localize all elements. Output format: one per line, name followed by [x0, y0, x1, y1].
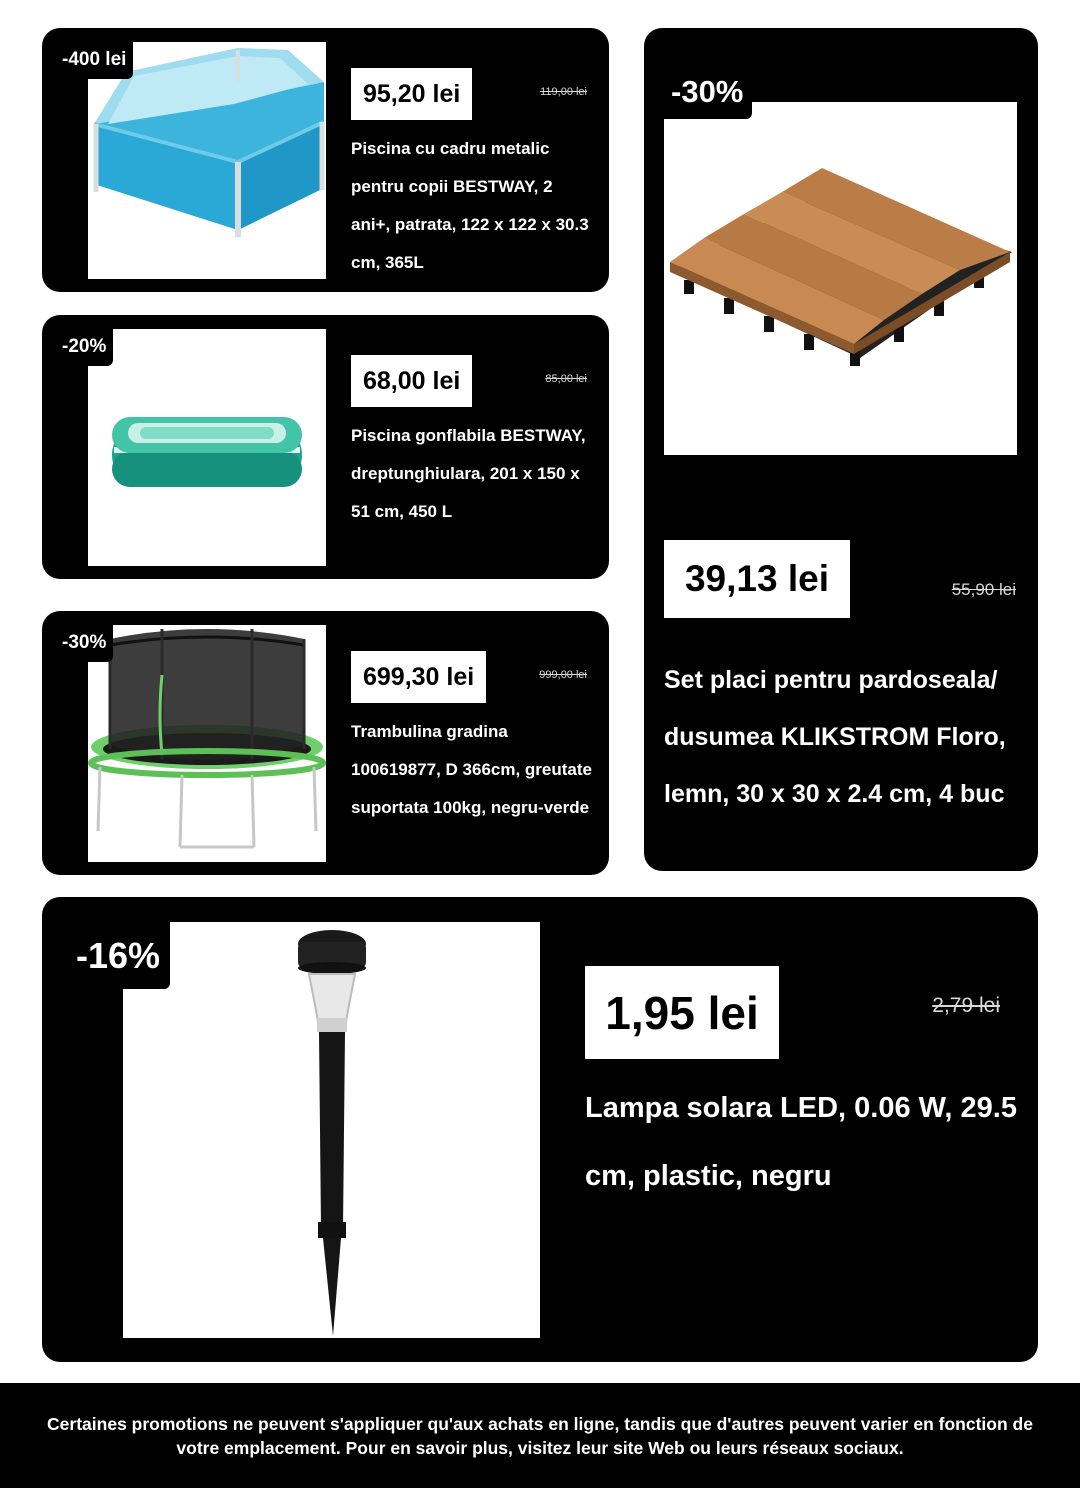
old-price: 85,00 lei: [545, 373, 587, 385]
product-title[interactable]: Set placi pentru pardoseala/ dusumea KLIKSTROM Floro, lemn, 30 x 30 x 2.4 cm, 4 buc: [664, 666, 1006, 808]
price: 95,20 lei: [351, 68, 472, 120]
product-title[interactable]: Lampa solara LED, 0.06 W, 29.5 cm, plastic, negru: [585, 1092, 1017, 1192]
price: 699,30 lei: [351, 651, 486, 703]
discount-badge: -30%: [54, 625, 113, 662]
product-title[interactable]: Piscina gonflabila BESTWAY, dreptunghiulara, 201 x 150 x 51 cm, 450 L: [351, 426, 586, 521]
discount-badge: -30%: [664, 70, 752, 119]
product-title[interactable]: Piscina cu cadru metalic pentru copii BESTWAY, 2 ani+, patrata, 122 x 122 x 30.3 cm, 365L: [351, 139, 589, 272]
trampoline-image: [88, 625, 326, 862]
price: 39,13 lei: [664, 540, 850, 618]
old-price: 55,90 lei: [951, 580, 1016, 599]
old-price: 999,00 lei: [539, 669, 587, 681]
discount-badge: -16%: [63, 921, 170, 989]
product-card-floor-tiles[interactable]: [644, 28, 1038, 871]
inflatable-pool-image: [88, 329, 326, 566]
old-price: 119,00 lei: [540, 86, 587, 98]
solar-garden-lamp-image: [123, 922, 540, 1338]
price: 1,95 lei: [585, 966, 779, 1059]
footer-disclaimer: [0, 1383, 1080, 1488]
wooden-floor-tiles-image: [664, 102, 1017, 455]
old-price: 2,79 lei: [932, 994, 1000, 1017]
product-card-inflatable-pool[interactable]: [42, 315, 609, 579]
discount-badge: -400 lei: [54, 42, 133, 79]
product-card-solar-lamp[interactable]: [42, 897, 1038, 1362]
product-card-trampoline[interactable]: [42, 611, 609, 875]
product-title[interactable]: Trambulina gradina 100619877, D 366cm, greutate suportata 100kg, negru-verde: [351, 722, 592, 817]
disclaimer-text: Certaines promotions ne peuvent s'appliquer qu'aux achats en ligne, tandis que d'autres peuvent varier en fonction de votre emplacement. Pour en savoir plus, visitez leur site Web ou leurs réseaux sociaux.: [47, 1413, 1033, 1458]
price: 68,00 lei: [351, 355, 472, 407]
discount-badge: -20%: [54, 329, 113, 366]
product-card-frame-pool[interactable]: [42, 28, 609, 292]
